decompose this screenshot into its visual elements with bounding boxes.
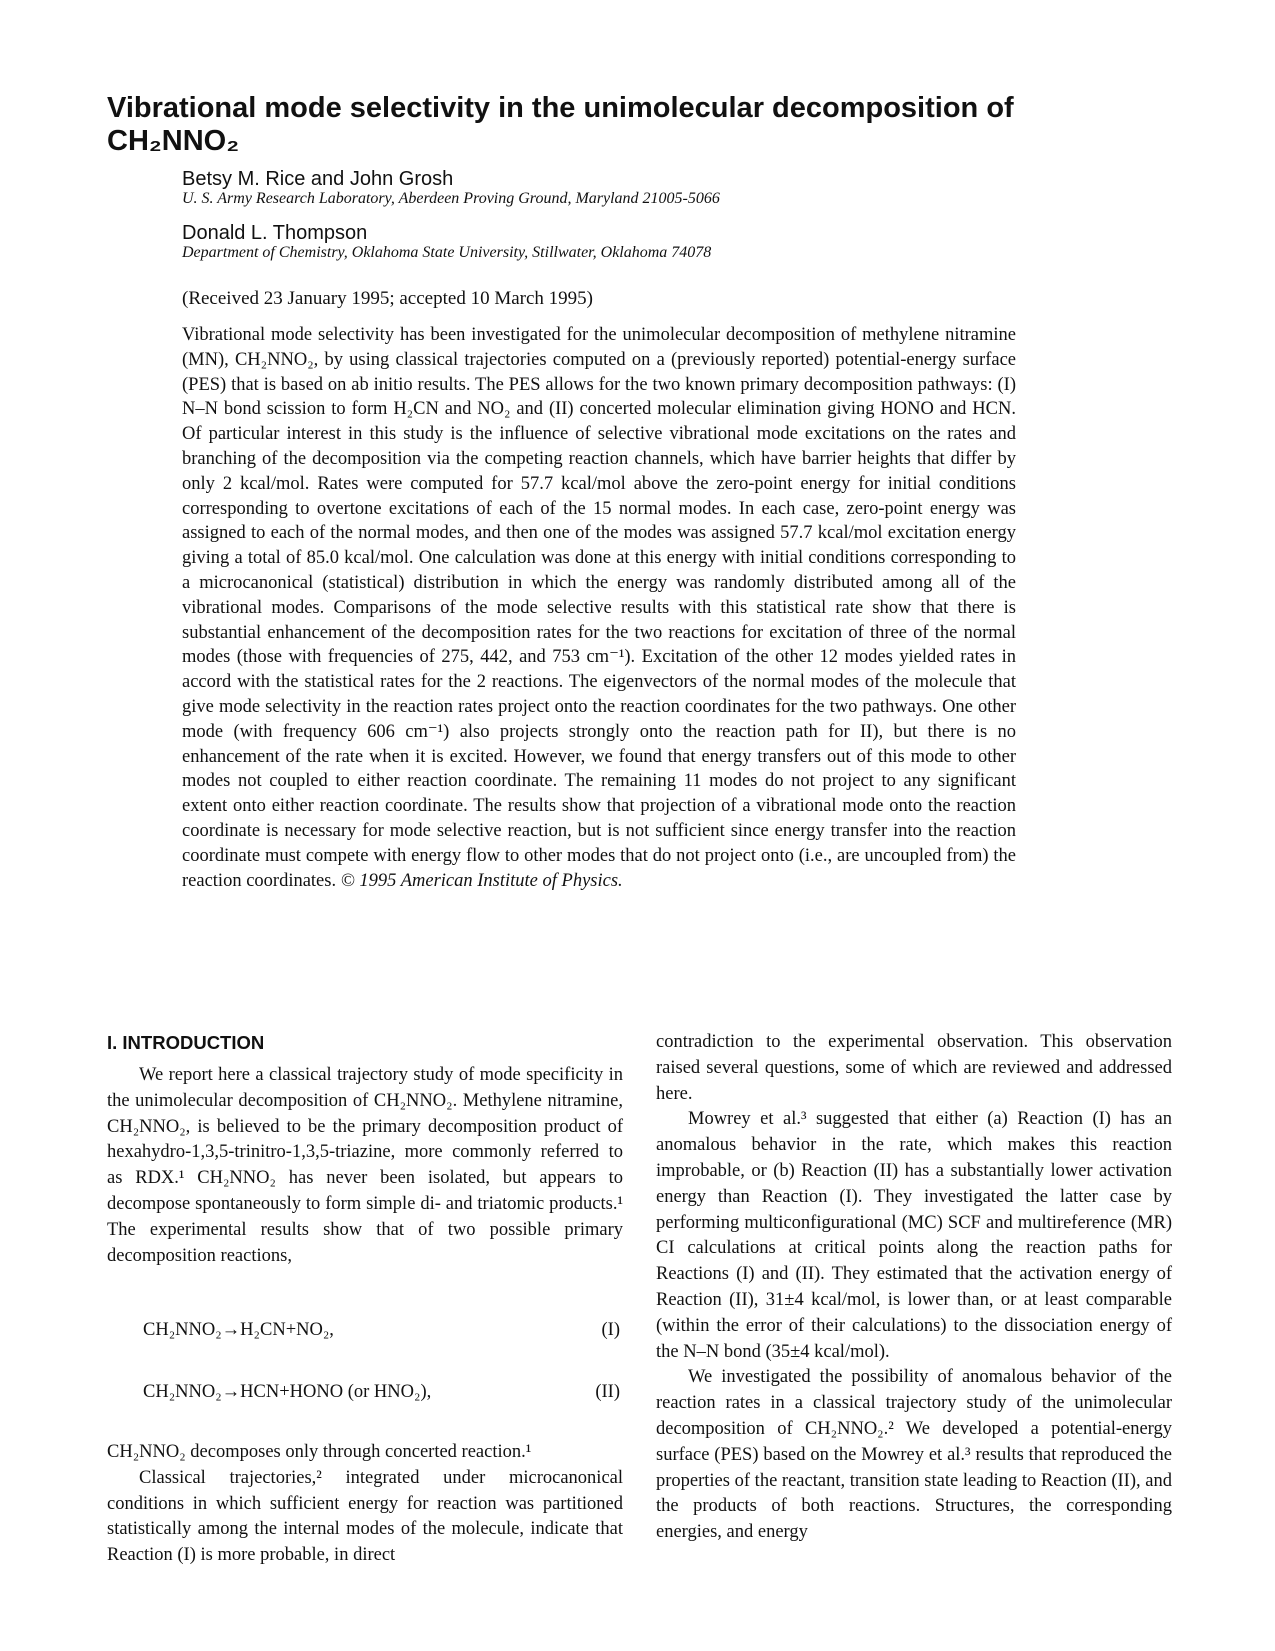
- author-names-2: Donald L. Thompson: [182, 222, 368, 244]
- equation-1-number: (I): [601, 1320, 620, 1340]
- intro-right-paragraph-2: Mowrey et al.³ suggested that either (a) Reaction (I) has an anomalous behavior in the rate, which makes this reaction improbable, or (b) Reaction (II) has a substantially lower activation energy than Reaction (I). They investigated the latter case by performing multiconfigurational (MC) SCF and multireference (MR) CI calculations at critical points along the reaction paths for Reactions (I) and (II). They estimated that the activation energy of Reaction (II), 31±4 kcal/mol, is lower than, or at least comparable (within the error of their calculations) to the dissociation energy of the N–N bond (35±4 kcal/mol).: [656, 1109, 1172, 1362]
- equation-1: [143, 1320, 620, 1341]
- abstract-copyright: © 1995 American Institute of Physics.: [340, 870, 623, 891]
- author-affiliation-2: Department of Chemistry, Oklahoma State University, Stillwater, Oklahoma 74078: [182, 244, 712, 261]
- author-affiliation-1: U. S. Army Research Laboratory, Aberdeen Proving Ground, Maryland 21005-5066: [182, 190, 720, 207]
- intro-paragraph-3: Classical trajectories,² integrated under microcanonical conditions in which sufficient energy for reaction was partitioned statistically among the internal modes of the molecule, indicate that Reaction (I) is more probable, in direct: [107, 1467, 623, 1566]
- intro-right-paragraph-1: contradiction to the experimental observation. This observation raised several questions, some of which are reviewed and addressed here.: [656, 1032, 1172, 1104]
- paper-title: Vibrational mode selectivity in the unimolecular decomposition of CH₂NNO₂: [107, 92, 1014, 157]
- equation-2-text: CH₂NNO₂→HCN+HONO (or HNO₂),: [143, 1382, 432, 1402]
- intro-left-column-lower: [107, 1440, 623, 1569]
- intro-paragraph-1: We report here a classical trajectory study of mode specificity in the unimolecular decomposition of CH₂NNO₂. Methylene nitramine, CH₂NNO₂, is believed to be the primary decomposition product of hexahydro-1,3,5-trinitro-1,3,5-triazine, more commonly referred to as RDX.¹ CH₂NNO₂ has never been isolated, but appears to decompose spontaneously to form simple di- and triatomic products.¹ The experimental results show that of two possible primary decomposition reactions,: [107, 1065, 623, 1266]
- intro-right-paragraph-3: We investigated the possibility of anomalous behavior of the reaction rates in a classical trajectory study of the unimolecular decomposition of CH₂NNO₂.² We developed a potential-energy surface (PES) based on the Mowrey et al.³ results that reproduced the properties of the reactant, transition state leading to Reaction (II), and the products of both reactions. Structures, the corresponding energies, and energy: [656, 1367, 1172, 1543]
- intro-paragraph-2: CH₂NNO₂ decomposes only through concerted reaction.¹: [107, 1442, 532, 1462]
- abstract: [182, 323, 1016, 893]
- author-names-1: Betsy M. Rice and John Grosh: [182, 168, 454, 190]
- abstract-text: Vibrational mode selectivity has been investigated for the unimolecular decomposition of methylene nitramine (MN), CH₂NNO₂, by using classical trajectories computed on a (previously reported) potential-energy surface (PES) that is based on ab initio results. The PES allows for the two known primary decomposition pathways: (I) N–N bond scission to form H₂CN and NO₂ and (II) concerted molecular elimination giving HONO and HCN. Of particular interest in this study is the influence of selective vibrational mode excitations on the rates and branching of the decomposition via the competing reaction channels, which have barrier heights that differ by only 2 kcal/mol. Rates were computed for 57.7 kcal/mol above the zero-point energy for initial conditions corresponding to overtone excitations of each of the 15 normal modes. In each case, zero-point energy was assigned to each of the normal modes, and then one of the modes was assigned 57.7 kcal/mol excitation energy giving a total of 85.0 kcal/mol. One calculation was done at this energy with initial conditions corresponding to a microcanonical (statistical) distribution in which the energy was randomly distributed among all of the vibrational modes. Comparisons of the mode selective results with this statistical rate show that there is substantial enhancement of the decomposition rates for the two reactions for excitation of three of the normal modes (those with frequencies of 275, 442, and 753 cm⁻¹). Excitation of the other 12 modes yielded rates in accord with the statistical rates for the 2 reactions. The eigenvectors of the normal modes of the molecule that give mode selectivity in the reaction rates project onto the reaction coordinates for the two pathways. One other mode (with frequency 606 cm⁻¹) also projects strongly onto the reaction path for II), but there is no enhancement of the rate when it is excited. However, we found that energy transfers out of this mode to other modes not coupled to either reaction coordinate. The remaining 11 modes do not project to any significant extent onto either reaction coordinate. The results show that projection of a vibrational mode onto the reaction coordinate is necessary for mode selective reaction, but is not sufficient since energy transfer into the reaction coordinate must compete with energy flow to other modes that do not project onto (i.e., are uncoupled from) the reaction coordinates.: [182, 325, 1016, 891]
- equation-2: [143, 1382, 620, 1403]
- received-dates: (Received 23 January 1995; accepted 10 March 1995): [182, 288, 593, 309]
- section-heading-introduction: I. INTRODUCTION: [107, 1032, 265, 1053]
- equation-2-number: (II): [595, 1382, 620, 1402]
- intro-right-column: [656, 1030, 1172, 1546]
- equation-1-text: CH₂NNO₂→H₂CN+NO₂,: [143, 1320, 334, 1340]
- intro-left-column: [107, 1063, 623, 1269]
